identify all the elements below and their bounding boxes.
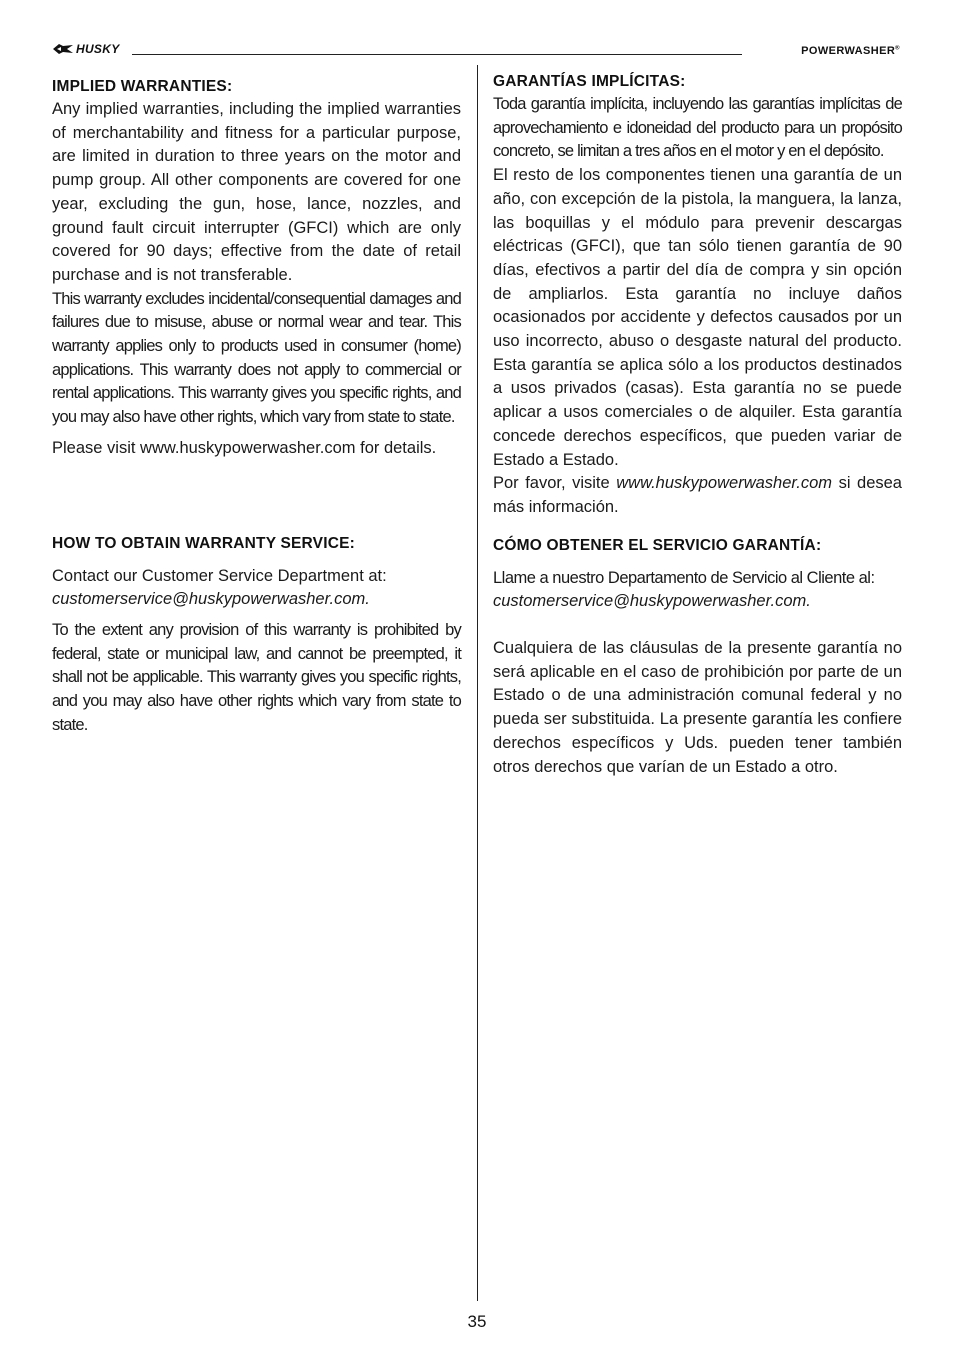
implied-warranties-heading: IMPLIED WARRANTIES: <box>52 78 233 95</box>
visit-website-text: Please visit www.huskypowerwasher.com for details. <box>52 438 437 457</box>
page-header <box>52 40 900 62</box>
header-rule <box>132 54 742 55</box>
english-column <box>52 76 461 737</box>
servicio-cliente-email: customerservice@huskypowerwasher.com. <box>493 592 811 611</box>
warranty-exclusions-text: This warranty excludes incidental/consequential damages and failures due to misuse, abuse or normal wear and tear. This warranty applies only to products used in consumer (home) applications. This warranty does not apply to commercial or rental applications. This warranty gives you specific rights, and you may also have other rights, which vary from state to state. <box>52 289 461 427</box>
contact-text: Contact our Customer Service Department at: <box>52 566 387 585</box>
llame-text: Llame a nuestro Departamento de Servicio al Cliente al: <box>493 568 875 587</box>
husky-wolf-icon <box>52 42 74 56</box>
product-brand <box>801 45 900 57</box>
visite-prefix: Por favor, visite <box>493 474 617 493</box>
spanish-column <box>493 71 902 779</box>
visite-website-text <box>493 472 902 519</box>
husky-logo <box>52 42 120 56</box>
registered-mark: ® <box>895 45 900 52</box>
garantias-implicitas-text: Toda garantía implícita, incluyendo las garantías implícitas de aprovechamiento e idoneidad del producto para un propósito concreto, se limitan a tres años en el motor y en el depósito. <box>493 95 902 161</box>
logo-text: HUSKY <box>76 42 120 56</box>
componentes-garantia-text: El resto de los componentes tienen una garantía de un año, con excepción de la pistola, la manguera, la lanza, las boquillas y el módulo para prevenir descargas eléctricas (GFCI), que tan sólo tienen garantía de 90 días, efectivos a partir del día de compra y sin opción de ampliarlos. Esta garantía no incluye daños ocasionados por accidente y defectos causados por un uso incorrecto, abuso o desgaste natural del producto. Esta garantía se aplica sólo a los productos destinados a usos privados (casas). Esta garantía no se puede aplicar a usos comerciales o de alquiler. Esta garantía concede derechos específicos, que pueden variar de Estado a Estado. <box>493 166 902 469</box>
warranty-service-heading: HOW TO OBTAIN WARRANTY SERVICE: <box>52 534 356 552</box>
page-number: 35 <box>467 1312 487 1331</box>
customer-service-email: customerservice@huskypowerwasher.com. <box>52 590 370 609</box>
implied-warranties-text: Any implied warranties, including the implied warranties of merchantability and fitness for a particular purpose, are limited in duration to three years on the motor and pump group. All other components are covered for one year, excluding the gun, hose, lance, nozzles, and ground fault circuit interrupter (GFCI) which are only covered for 90 days; effective from the date of retail purchase and is not transferable. <box>52 100 461 284</box>
visite-suffix: si desea más información. <box>493 474 902 516</box>
brand-text: POWERWASHER <box>801 45 896 57</box>
servicio-garantia-heading: CÓMO OBTENER EL SERVICIO GARANTÍA: <box>493 536 822 554</box>
legal-extent-text: To the extent any provision of this warranty is prohibited by federal, state or municipal law, and cannot be preempted, it shall not be applicable. This warranty gives you specific rights, and you may also have other rights which vary from state to state. <box>52 620 461 734</box>
garantias-implicitas-heading: GARANTÍAS IMPLÍCITAS: <box>493 73 686 90</box>
visite-url: www.huskypowerwasher.com <box>616 474 833 493</box>
column-divider <box>477 65 478 1301</box>
clausulas-text: Cualquiera de las cláusulas de la presente garantía no será aplicable en el caso de prohibición por parte de un Estado o de una administración comunal federal y no pueda ser substituida. La presente garantía les confiere derechos específicos y Uds. pueden tener también otros derechos que varían de un Estado a otro. <box>493 639 902 776</box>
